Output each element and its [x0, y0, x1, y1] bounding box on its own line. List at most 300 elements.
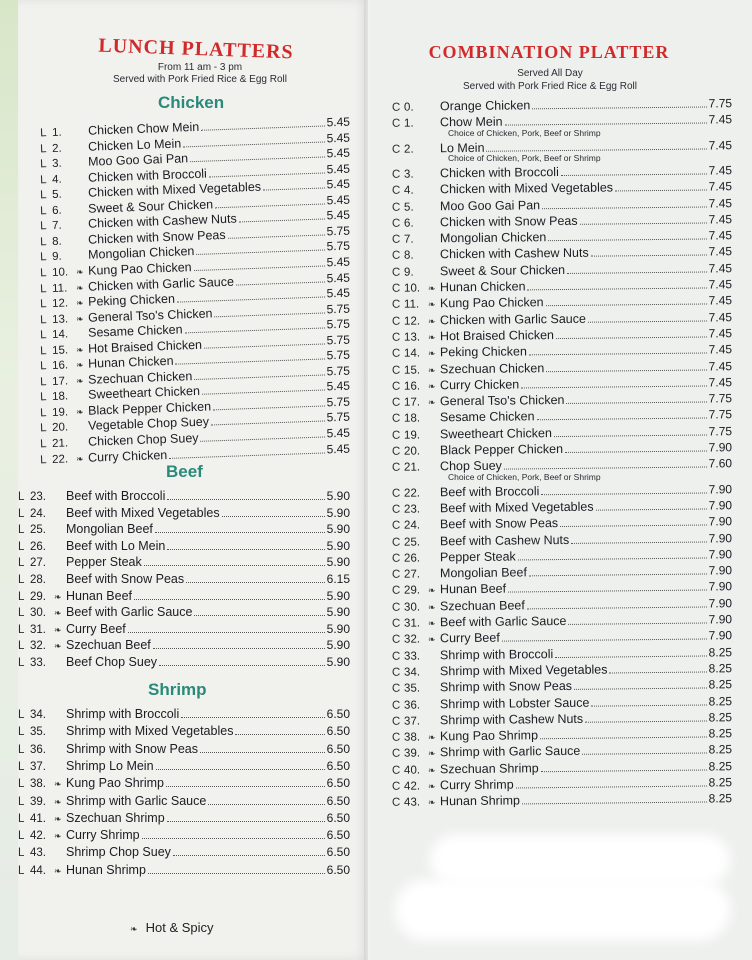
- item-number: 12.: [403, 315, 421, 328]
- combo-served: Served with Pork Fried Rice & Egg Roll: [463, 81, 637, 92]
- item-code: L: [18, 574, 25, 586]
- dot-leader: [504, 467, 707, 470]
- dot-leader: [263, 188, 325, 191]
- item-name: Beef with Broccoli: [66, 489, 166, 503]
- item-number: 35.: [30, 726, 46, 739]
- menu-item-row: [18, 653, 350, 669]
- chili-pepper-icon: ❧: [75, 360, 84, 371]
- item-name: Beef with Broccoli: [439, 483, 540, 499]
- chili-pepper-icon: ❧: [54, 641, 62, 652]
- item-price: 5.90: [326, 555, 350, 570]
- item-price: 7.45: [708, 326, 733, 341]
- item-code: L: [18, 590, 25, 603]
- item-number: 9.: [403, 266, 414, 279]
- item-number: 38.: [30, 778, 46, 791]
- item-number: 11.: [403, 298, 420, 311]
- item-price: 7.90: [708, 612, 733, 627]
- item-number: 6.: [51, 204, 62, 217]
- item-code: C: [391, 650, 401, 663]
- item-name: Beef with Mixed Vegetables: [439, 499, 594, 516]
- item-price: 7.75: [708, 423, 733, 439]
- item-name: Hot Braised Chicken: [87, 337, 203, 356]
- item-name: Szechuan Shrimp: [439, 760, 539, 776]
- item-name: Mongolian Chicken: [87, 244, 195, 263]
- item-code: L: [39, 220, 47, 233]
- dot-leader: [615, 190, 707, 192]
- dot-leader: [541, 769, 707, 772]
- item-number: 20.: [51, 421, 69, 435]
- item-code: C: [391, 601, 401, 614]
- item-name: Chicken Chow Mein: [87, 119, 200, 138]
- chili-pepper-icon: ❧: [427, 381, 436, 392]
- chili-pepper-icon: ❧: [427, 332, 436, 343]
- item-code: C: [391, 364, 401, 377]
- item-price: 7.45: [708, 137, 733, 153]
- item-name: Beef with Snow Peas: [439, 516, 559, 532]
- chili-pepper-icon: ❧: [427, 364, 436, 375]
- item-name: General Tso's Chicken: [439, 393, 565, 409]
- item-price: 7.90: [708, 595, 733, 611]
- item-name: Beef Chop Suey: [66, 655, 158, 669]
- item-number: 15.: [403, 363, 421, 377]
- item-price: 5.45: [326, 441, 351, 456]
- chili-pepper-icon: ❧: [54, 624, 62, 635]
- item-number: 28.: [30, 574, 46, 586]
- combo-served-all-day: Served All Day: [517, 68, 583, 79]
- item-name: Chicken with Mixed Vegetables: [87, 179, 262, 200]
- item-price: 5.75: [326, 223, 351, 239]
- item-price: 7.45: [708, 375, 733, 390]
- item-name: Shrimp with Garlic Sauce: [439, 744, 581, 760]
- item-price: 5.75: [326, 363, 351, 379]
- item-code: C: [391, 413, 401, 426]
- item-number: 25.: [30, 524, 46, 537]
- item-code: C: [391, 184, 401, 197]
- chili-pepper-icon: ❧: [427, 634, 436, 645]
- item-price: 5.90: [326, 522, 350, 537]
- chili-pepper-icon: ❧: [427, 748, 436, 759]
- item-name: Sesame Chicken: [87, 322, 183, 340]
- item-number: 2.: [403, 143, 414, 156]
- dot-leader: [546, 304, 707, 307]
- item-name: Mongolian Beef: [439, 565, 527, 581]
- dot-leader: [508, 590, 707, 593]
- item-number: 1.: [403, 117, 414, 130]
- item-name: General Tso's Chicken: [87, 305, 213, 325]
- item-number: 21.: [51, 437, 69, 450]
- item-name: Hot Braised Chicken: [439, 327, 555, 344]
- item-price: 8.25: [708, 758, 733, 774]
- item-code: C: [391, 266, 401, 279]
- item-name: Beef with Garlic Sauce: [439, 613, 567, 630]
- item-price: 7.45: [708, 293, 733, 308]
- chili-pepper-icon: ❧: [54, 813, 62, 824]
- item-price: 6.50: [326, 828, 350, 843]
- item-number: 43.: [30, 847, 46, 860]
- item-name: Chicken with Cashew Nuts: [87, 211, 237, 232]
- item-number: 43.: [403, 796, 421, 809]
- item-number: 6.: [403, 217, 414, 230]
- dot-leader: [546, 369, 706, 372]
- item-number: 24.: [30, 507, 46, 520]
- chili-pepper-icon: ❧: [54, 591, 62, 602]
- item-name: Szechuan Beef: [439, 598, 525, 613]
- item-code: L: [18, 557, 25, 570]
- item-code: C: [391, 487, 401, 500]
- item-code: L: [39, 173, 47, 187]
- item-code: C: [391, 201, 401, 214]
- item-number: 13.: [403, 331, 421, 344]
- item-price: 7.45: [708, 277, 733, 292]
- dot-leader: [542, 206, 707, 209]
- menu-item-row: [18, 774, 350, 790]
- item-number: 30.: [30, 607, 46, 620]
- item-name: Curry Beef: [439, 630, 500, 646]
- item-code: L: [18, 540, 25, 553]
- item-name: Sesame Chicken: [439, 409, 535, 425]
- item-name: Chicken with Cashew Nuts: [439, 246, 589, 262]
- item-number: 22.: [403, 487, 421, 500]
- item-code: L: [18, 623, 25, 636]
- item-code: L: [39, 236, 47, 249]
- lunch-hours: From 11 am - 3 pm: [157, 62, 243, 73]
- item-number: 7.: [403, 233, 414, 246]
- item-code: L: [18, 607, 25, 620]
- item-name: Chicken Chop Suey: [87, 430, 199, 449]
- item-price: 5.90: [326, 588, 350, 603]
- item-name: Beef with Garlic Sauce: [66, 605, 193, 620]
- item-price: 6.15: [326, 572, 350, 586]
- item-price: 5.90: [326, 655, 350, 669]
- item-price: 5.45: [326, 425, 351, 441]
- item-code: C: [391, 347, 401, 360]
- chili-pepper-icon: ❧: [75, 313, 84, 324]
- item-number: 33.: [30, 657, 46, 669]
- chili-pepper-icon: ❧: [54, 831, 62, 842]
- item-code: C: [391, 519, 401, 532]
- chili-pepper-icon: ❧: [130, 924, 138, 934]
- item-name: Sweet & Sour Chicken: [87, 197, 214, 216]
- item-number: 24.: [403, 519, 421, 532]
- dot-leader: [128, 632, 325, 633]
- item-code: L: [18, 524, 25, 537]
- item-number: 3.: [403, 168, 414, 181]
- chili-pepper-icon: ❧: [75, 297, 84, 309]
- item-name: Chicken with Snow Peas: [439, 213, 578, 230]
- item-name: Chop Suey: [439, 458, 502, 474]
- combo-title: COMBINATION PLATTER: [428, 42, 670, 62]
- item-number: 25.: [403, 535, 421, 549]
- menu-item-row: [18, 537, 350, 553]
- dot-leader: [529, 574, 707, 577]
- item-number: 27.: [403, 568, 421, 581]
- item-price: 6.50: [326, 810, 350, 825]
- menu-item-row: [18, 603, 350, 619]
- item-number: 31.: [30, 623, 46, 636]
- item-number: 29.: [403, 584, 421, 598]
- item-price: 7.45: [708, 342, 733, 357]
- item-code: L: [18, 640, 25, 653]
- item-code: L: [39, 375, 47, 389]
- item-code: C: [391, 715, 401, 728]
- menu-item-row: [18, 740, 350, 756]
- item-price: 7.45: [708, 358, 733, 373]
- item-name: Curry Chicken: [87, 447, 168, 465]
- item-number: 18.: [403, 412, 421, 426]
- chili-pepper-icon: ❧: [427, 397, 436, 408]
- item-number: 15.: [51, 344, 69, 357]
- chili-pepper-icon: ❧: [75, 375, 84, 386]
- chili-pepper-icon: ❧: [427, 315, 436, 326]
- item-code: C: [391, 461, 401, 475]
- item-name: Kung Pao Chicken: [439, 295, 544, 311]
- item-name: Chicken with Broccoli: [439, 164, 559, 181]
- item-name: Mongolian Beef: [66, 522, 153, 537]
- item-number: 2.: [51, 142, 62, 155]
- item-code: C: [391, 633, 401, 647]
- item-name: Curry Chicken: [439, 377, 520, 393]
- item-code: C: [391, 298, 401, 312]
- menu-item-row: [18, 504, 350, 520]
- item-name: Sweetheart Chicken: [87, 384, 201, 403]
- dot-leader: [208, 804, 324, 805]
- item-name: Chicken Lo Mein: [87, 136, 182, 154]
- item-code: C: [391, 429, 401, 442]
- item-name: Hunan Chicken: [87, 354, 174, 371]
- item-name: Black Pepper Chicken: [87, 399, 212, 418]
- item-name: Szechuan Shrimp: [66, 810, 165, 825]
- dot-leader: [527, 606, 707, 609]
- item-number: 19.: [403, 429, 421, 442]
- item-price: 6.50: [326, 724, 350, 739]
- item-name: Chicken with Broccoli: [87, 166, 208, 185]
- item-number: 20.: [403, 445, 421, 458]
- item-price: 8.25: [708, 791, 733, 806]
- menu-item-row: [18, 487, 350, 503]
- section-heading: Beef: [166, 462, 203, 481]
- item-price: 7.90: [708, 563, 733, 578]
- chili-pepper-icon: ❧: [427, 348, 436, 359]
- dot-leader: [561, 173, 707, 176]
- item-name: Shrimp with Broccoli: [439, 646, 554, 662]
- chili-pepper-icon: ❧: [75, 344, 84, 355]
- item-price: 7.90: [708, 481, 733, 497]
- item-number: 42.: [30, 830, 46, 843]
- item-code: C: [391, 217, 401, 230]
- item-code: L: [39, 422, 47, 435]
- item-name: Sweetheart Chicken: [439, 425, 552, 441]
- item-price: 8.25: [708, 726, 733, 741]
- dot-leader: [582, 753, 706, 755]
- chili-pepper-icon: ❧: [54, 779, 62, 790]
- dot-leader: [516, 785, 707, 788]
- item-code: C: [391, 503, 401, 516]
- item-number: 22.: [51, 452, 69, 466]
- choice-note: Choice of Chicken, Pork, Beef or Shrimp: [448, 471, 601, 482]
- item-number: 26.: [30, 540, 46, 553]
- item-code: L: [39, 204, 47, 218]
- item-price: 5.90: [326, 605, 350, 620]
- menu-item-row: [18, 722, 350, 738]
- item-code: L: [39, 453, 47, 466]
- menu-item-row: [18, 809, 350, 825]
- item-number: 34.: [403, 666, 421, 679]
- item-name: Lo Mein: [439, 140, 485, 155]
- item-price: 8.25: [708, 644, 733, 660]
- item-number: 37.: [403, 715, 421, 728]
- item-price: 5.90: [326, 538, 350, 553]
- dot-leader: [235, 734, 324, 735]
- menu-item-row: [18, 826, 350, 842]
- item-number: 5.: [51, 188, 62, 202]
- item-price: 7.75: [708, 407, 733, 422]
- chili-pepper-icon: ❧: [75, 406, 84, 418]
- item-number: 19.: [51, 406, 69, 419]
- item-code: C: [391, 585, 401, 598]
- item-name: Mongolian Chicken: [439, 230, 547, 246]
- item-name: Moo Goo Gai Pan: [87, 151, 189, 169]
- item-code: L: [18, 491, 25, 503]
- item-code: L: [39, 344, 47, 358]
- dot-leader: [134, 599, 325, 600]
- item-code: L: [18, 812, 25, 825]
- item-name: Shrimp Chop Suey: [66, 845, 171, 860]
- choice-note: Choice of Chicken, Pork, Beef or Shrimp: [448, 152, 601, 163]
- item-number: 37.: [30, 760, 46, 773]
- item-number: 17.: [403, 396, 421, 409]
- item-name: Chicken with Garlic Sauce: [87, 274, 235, 294]
- item-name: Hunan Chicken: [439, 279, 526, 295]
- item-name: Pepper Steak: [66, 555, 142, 570]
- item-price: 5.45: [326, 114, 351, 130]
- dot-leader: [200, 752, 325, 753]
- dot-leader: [554, 434, 707, 437]
- item-price: 7.90: [708, 498, 733, 513]
- item-number: 3.: [51, 157, 62, 171]
- item-price: 8.25: [708, 677, 733, 692]
- item-name: Shrimp with Garlic Sauce: [66, 793, 207, 808]
- item-price: 6.50: [326, 758, 350, 773]
- item-price: 7.90: [708, 579, 733, 594]
- dot-leader: [580, 222, 707, 224]
- menu-item-row: [18, 620, 350, 636]
- dot-leader: [565, 450, 707, 452]
- item-name: Shrimp with Mixed Vegetables: [66, 724, 234, 739]
- dot-leader: [585, 720, 707, 722]
- item-code: L: [39, 251, 47, 264]
- item-number: 11.: [51, 281, 68, 295]
- item-price: 5.45: [326, 254, 351, 270]
- section-heading: Shrimp: [148, 680, 207, 699]
- item-price: 7.45: [708, 112, 733, 127]
- item-name: Chow Mein: [439, 114, 503, 130]
- item-price: 5.45: [326, 378, 351, 394]
- item-price: 8.25: [708, 693, 733, 708]
- item-number: 0.: [403, 101, 414, 114]
- item-price: 7.45: [708, 260, 733, 276]
- item-code: C: [391, 699, 401, 712]
- item-number: 17.: [51, 375, 69, 388]
- item-code: C: [391, 396, 401, 409]
- item-number: 39.: [403, 747, 421, 761]
- item-number: 23.: [403, 503, 421, 516]
- item-number: 4.: [403, 184, 414, 197]
- dot-leader: [540, 737, 707, 740]
- chili-pepper-icon: ❧: [427, 732, 436, 743]
- item-price: 5.45: [326, 161, 351, 177]
- item-name: Black Pepper Chicken: [439, 441, 564, 458]
- item-name: Shrimp with Broccoli: [66, 707, 180, 721]
- item-price: 7.90: [708, 628, 733, 643]
- chili-pepper-icon: ❧: [54, 796, 62, 807]
- item-name: Sweet & Sour Chicken: [439, 262, 566, 278]
- dot-leader: [521, 385, 706, 388]
- item-number: 26.: [403, 552, 421, 565]
- item-code: L: [39, 267, 47, 280]
- item-number: 10.: [403, 282, 421, 295]
- item-price: 6.50: [326, 776, 350, 791]
- item-code: L: [18, 657, 25, 669]
- item-name: Kung Pao Shrimp: [66, 776, 164, 791]
- item-code: L: [18, 709, 25, 721]
- item-code: C: [391, 617, 401, 630]
- dot-leader: [167, 499, 324, 500]
- item-code: C: [391, 796, 401, 810]
- dot-leader: [556, 336, 707, 339]
- item-price: 5.75: [326, 301, 351, 316]
- dot-leader: [596, 508, 707, 510]
- item-price: 7.45: [708, 228, 733, 243]
- chili-pepper-icon: ❧: [54, 608, 62, 619]
- dot-leader: [560, 525, 707, 528]
- item-name: Shrimp with Mixed Vegetables: [439, 662, 608, 679]
- item-number: 5.: [403, 201, 414, 214]
- item-code: C: [391, 552, 401, 565]
- item-price: 5.75: [326, 347, 351, 363]
- item-price: 7.90: [708, 547, 733, 562]
- item-number: 21.: [403, 461, 421, 474]
- menu-item-row: [18, 587, 350, 603]
- menu-item-row: [18, 861, 350, 877]
- chili-pepper-icon: ❧: [75, 453, 84, 464]
- dot-leader: [591, 255, 707, 257]
- item-number: 36.: [403, 698, 421, 712]
- item-number: 16.: [403, 380, 421, 393]
- item-number: 1.: [51, 126, 62, 139]
- item-name: Beef with Snow Peas: [66, 572, 185, 586]
- dot-leader: [541, 492, 706, 495]
- item-code: C: [391, 117, 401, 131]
- dot-leader: [159, 665, 325, 666]
- item-code: C: [391, 282, 401, 295]
- dot-leader: [568, 622, 706, 624]
- item-price: 6.50: [326, 741, 350, 756]
- page-fold: [364, 0, 370, 960]
- item-price: 7.45: [708, 163, 733, 178]
- item-number: 40.: [403, 764, 421, 777]
- dot-leader: [173, 855, 325, 856]
- chili-pepper-icon: ❧: [427, 602, 436, 613]
- item-code: C: [391, 331, 401, 344]
- item-price: 7.45: [708, 212, 733, 227]
- menu-item-row: [18, 520, 350, 536]
- item-code: L: [18, 726, 25, 739]
- dot-leader: [591, 704, 706, 706]
- item-price: 5.45: [326, 176, 351, 192]
- item-price: 7.90: [708, 530, 733, 545]
- dot-leader: [148, 873, 325, 874]
- item-number: 18.: [51, 390, 69, 404]
